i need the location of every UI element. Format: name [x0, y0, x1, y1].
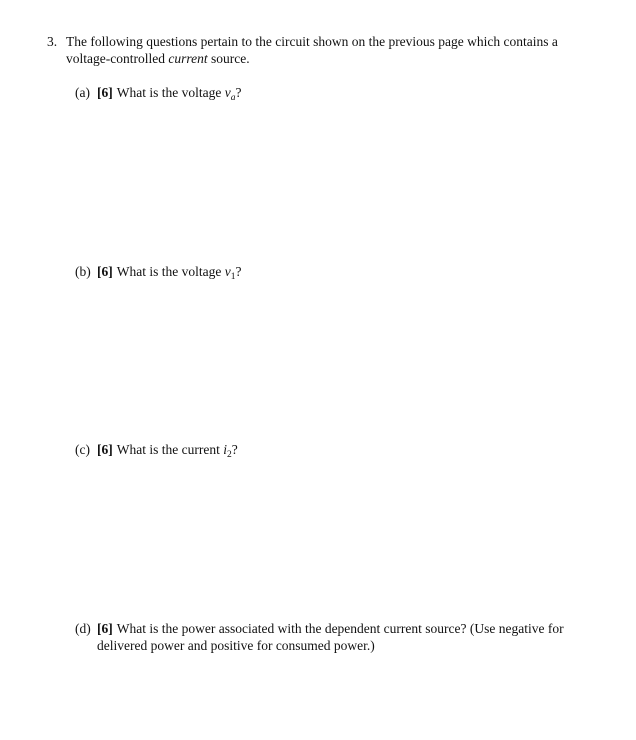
part-text: [6] What is the voltage $v_1$?	[97, 264, 242, 282]
part-label: (a)	[75, 85, 90, 100]
part-b	[75, 263, 605, 280]
question-text-line-2: voltage-controlled current source.	[66, 51, 250, 66]
points: [6]	[97, 85, 113, 100]
part-text-line-2: delivered power and positive for consumed power.)	[97, 638, 375, 653]
part-label: (c)	[75, 442, 90, 457]
part-a	[75, 84, 605, 101]
part-text: [6] What is the current $i_2$?	[97, 442, 238, 460]
math-variable: $v_a$	[224, 85, 236, 103]
question-number: 3.	[47, 34, 58, 49]
part-c	[75, 441, 605, 458]
emphasized-word: current	[168, 51, 208, 66]
points: [6]	[97, 442, 113, 457]
part-text: [6] What is the voltage $v_a$?	[97, 85, 242, 103]
points: [6]	[97, 621, 113, 636]
part-text-line-1: [6] What is the power associated with the dependent current source? (Use negative for	[97, 621, 564, 636]
question-3	[47, 33, 607, 67]
math-variable: $i_2$	[223, 442, 232, 460]
question-text-line-1: The following questions pertain to the circuit shown on the previous page which contains a	[66, 34, 558, 49]
math-variable: $v_1$	[224, 264, 236, 282]
part-label: (d)	[75, 621, 91, 636]
part-d	[75, 620, 605, 654]
points: [6]	[97, 264, 113, 279]
part-label: (b)	[75, 264, 91, 279]
